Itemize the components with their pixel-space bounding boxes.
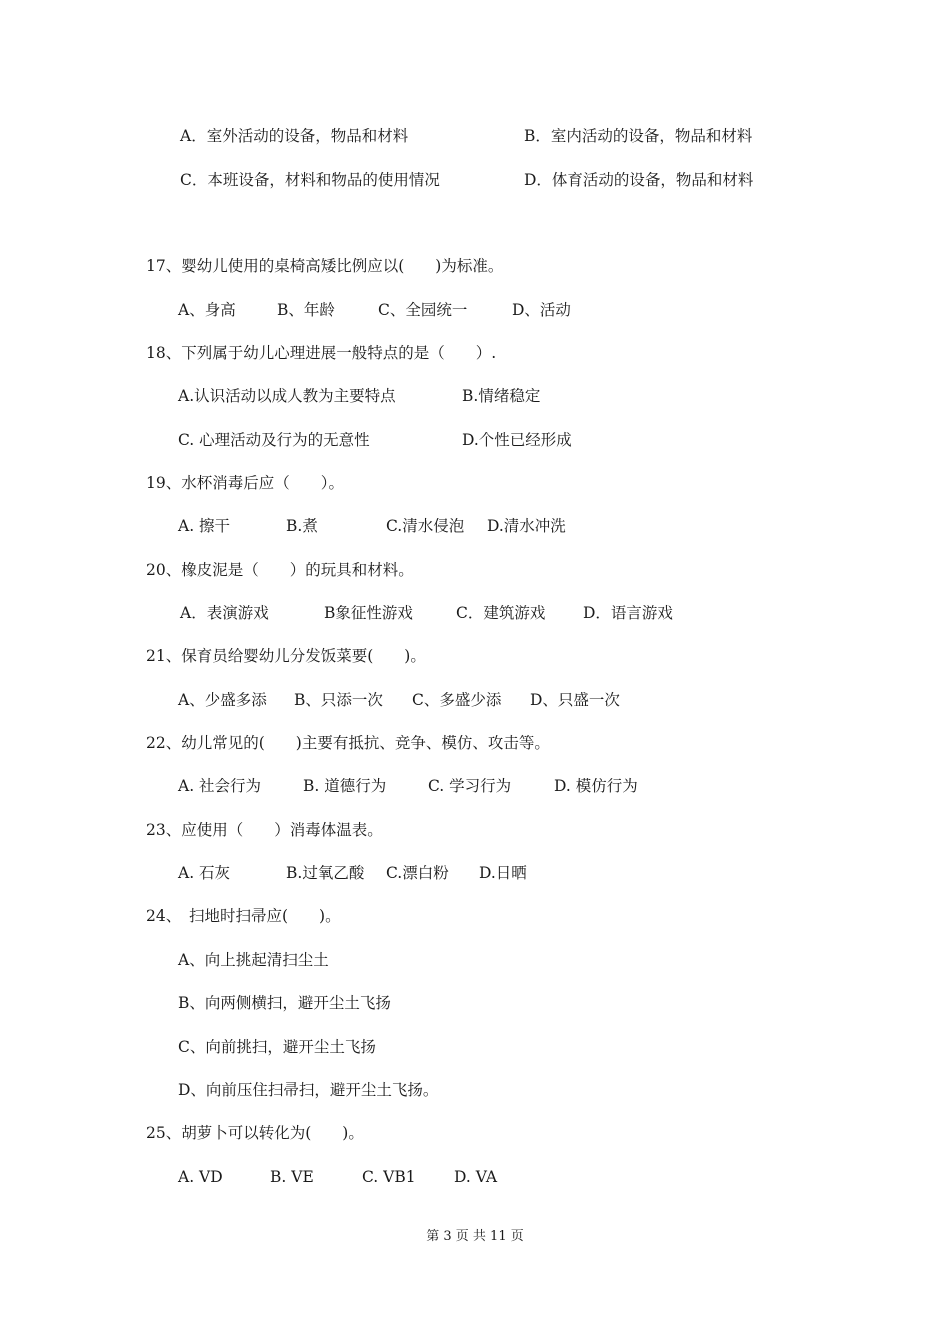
q18-option-c: C. 心理活动及行为的无意性 <box>178 431 370 449</box>
q18-option-d: D.个性已经形成 <box>462 431 572 449</box>
q24-option-d: D、向前压住扫帚扫，避开尘土飞扬。 <box>178 1081 439 1099</box>
q23-stem: 23、应使用（ ）消毒体温表。 <box>146 821 383 839</box>
q19-option-a: A. 擦干 <box>178 517 231 535</box>
q23-option-d: D.日晒 <box>479 864 527 882</box>
q25-option-a: A. VD <box>178 1168 223 1186</box>
q19-option-c: C.清水侵泡 <box>386 517 465 535</box>
q22-option-a: A. 社会行为 <box>178 777 262 795</box>
q21-option-a: A、少盛多添 <box>178 691 267 709</box>
q19-stem: 19、水杯消毒后应（ ）。 <box>146 474 344 492</box>
q25-option-d: D. VA <box>454 1168 498 1186</box>
page-number-footer: 第 3 页 共 11 页 <box>426 1229 524 1244</box>
q22-stem: 22、幼儿常见的( )主要有抵抗、竞争、模仿、攻击等。 <box>146 734 550 752</box>
q16-option-a: A．室外活动的设备，物品和材料 <box>180 127 409 145</box>
q17-option-c: C、全园统一 <box>378 301 468 319</box>
q18-option-a: A.认识活动以成人教为主要特点 <box>178 387 396 405</box>
q17-option-d: D、活动 <box>512 301 571 319</box>
q20-option-b: B象征性游戏 <box>324 604 413 622</box>
q25-option-c: C. VB1 <box>362 1168 416 1186</box>
q22-option-d: D. 模仿行为 <box>554 777 638 795</box>
q24-option-a: A、向上挑起清扫尘土 <box>178 951 329 969</box>
q21-option-c: C、多盛少添 <box>412 691 502 709</box>
q20-option-a: A．表演游戏 <box>180 604 269 622</box>
q21-option-b: B、只添一次 <box>294 691 383 709</box>
q21-stem: 21、保育员给婴幼儿分发饭菜要( )。 <box>146 647 426 665</box>
q20-option-c: C．建筑游戏 <box>456 604 546 622</box>
q17-stem: 17、婴幼儿使用的桌椅高矮比例应以( )为标准。 <box>146 257 504 275</box>
q23-option-b: B.过氧乙酸 <box>286 864 365 882</box>
q20-stem: 20、橡皮泥是（ ）的玩具和材料。 <box>146 561 414 579</box>
q22-option-b: B. 道德行为 <box>303 777 387 795</box>
q23-option-c: C.漂白粉 <box>386 864 449 882</box>
q16-option-c: C．本班设备，材料和物品的使用情况 <box>180 171 440 189</box>
q24-option-b: B、向两侧横扫，避开尘土飞扬 <box>178 994 391 1012</box>
q24-option-c: C、向前挑扫，避开尘土飞扬 <box>178 1038 376 1056</box>
q16-option-b: B．室内活动的设备，物品和材料 <box>524 127 753 145</box>
q20-option-d: D．语言游戏 <box>583 604 673 622</box>
q21-option-d: D、只盛一次 <box>530 691 620 709</box>
q18-option-b: B.情绪稳定 <box>462 387 541 405</box>
q17-option-a: A、身高 <box>178 301 236 319</box>
q25-option-b: B. VE <box>270 1168 314 1186</box>
q22-option-c: C. 学习行为 <box>428 777 512 795</box>
q18-stem: 18、下列属于幼儿心理进展一般特点的是（ ）. <box>146 344 497 362</box>
q16-option-d: D．体育活动的设备，物品和材料 <box>524 171 754 189</box>
q19-option-d: D.清水冲洗 <box>487 517 566 535</box>
q19-option-b: B.煮 <box>286 517 318 535</box>
q25-stem: 25、胡萝卜可以转化为( )。 <box>146 1124 364 1142</box>
q17-option-b: B、年龄 <box>277 301 335 319</box>
q24-stem: 24、 扫地时扫帚应( )。 <box>146 907 341 925</box>
q23-option-a: A. 石灰 <box>178 864 231 882</box>
